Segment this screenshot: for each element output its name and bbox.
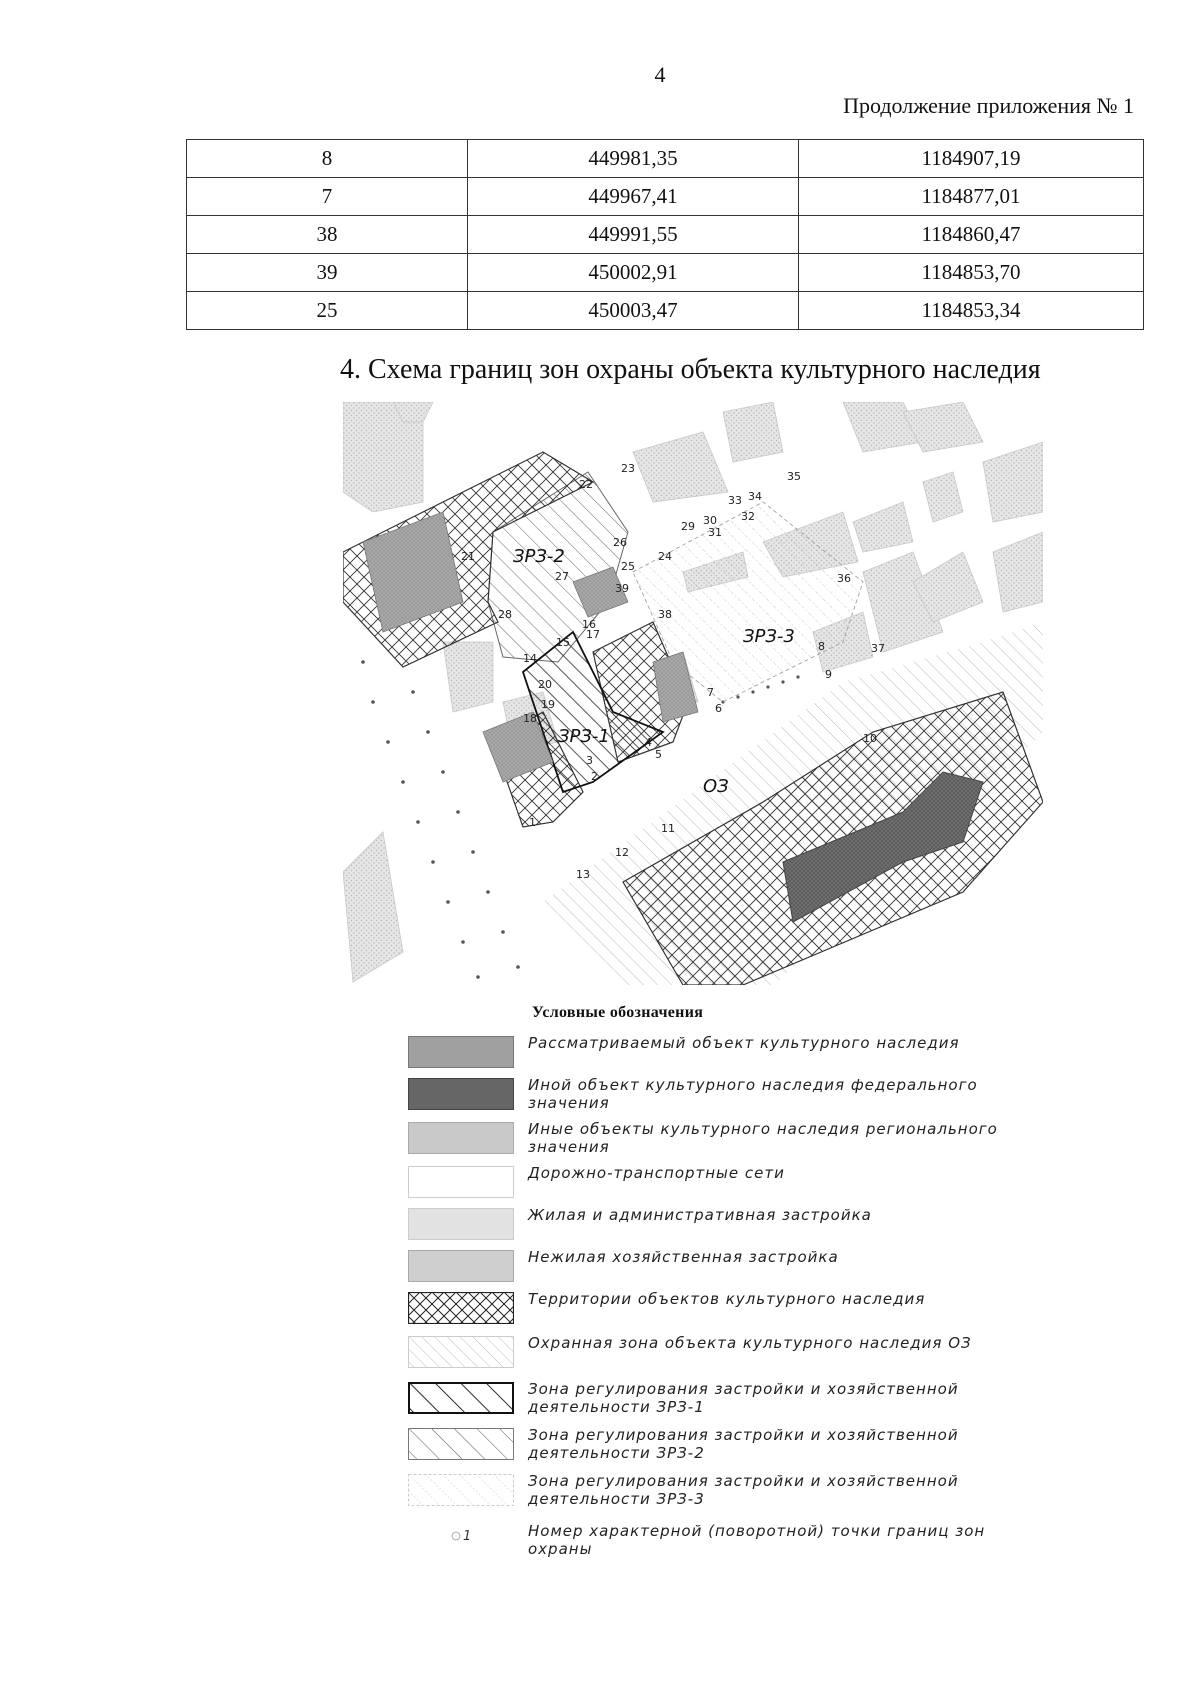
y-coordinate: 1184853,70 xyxy=(799,254,1144,292)
zones-map xyxy=(343,402,1043,985)
point-number: 7 xyxy=(187,178,468,216)
legend-swatch-zrz-1 xyxy=(408,1382,514,1414)
table-row xyxy=(187,178,1144,216)
legend-swatch-federal-object xyxy=(408,1078,514,1110)
x-coordinate: 449981,35 xyxy=(468,140,799,178)
svg-text:24: 24 xyxy=(658,550,672,563)
legend-label: Иные объекты культурного наследия регионального значения xyxy=(528,1120,998,1156)
legend-label: Зона регулирования застройки и хозяйственной деятельности ЗРЗ-3 xyxy=(528,1472,959,1508)
svg-text:33: 33 xyxy=(728,494,742,507)
svg-text:36: 36 xyxy=(837,572,851,585)
legend-swatch-roads xyxy=(408,1166,514,1198)
continuation-note: Продолжение приложения № 1 xyxy=(843,93,1134,118)
svg-text:6: 6 xyxy=(715,702,722,715)
svg-text:32: 32 xyxy=(741,510,755,523)
table-row xyxy=(187,292,1144,330)
legend-item xyxy=(408,1292,1008,1332)
svg-text:25: 25 xyxy=(621,560,635,573)
svg-text:15: 15 xyxy=(556,636,570,649)
legend-label: Территории объектов культурного наследия xyxy=(528,1290,926,1308)
svg-text:22: 22 xyxy=(579,478,593,491)
legend-item xyxy=(408,1036,1008,1076)
point-number: 39 xyxy=(187,254,468,292)
svg-text:ЗРЗ-1: ЗРЗ-1 xyxy=(558,726,610,747)
legend-label: Номер характерной (поворотной) точки границ зон охраны xyxy=(528,1522,986,1558)
svg-text:19: 19 xyxy=(541,698,555,711)
legend-swatch-nonresidential-buildings xyxy=(408,1250,514,1282)
legend-label: Зона регулирования застройки и хозяйственной деятельности ЗРЗ-2 xyxy=(528,1426,959,1462)
legend-item xyxy=(408,1428,1008,1468)
svg-text:29: 29 xyxy=(681,520,695,533)
svg-text:9: 9 xyxy=(825,668,832,681)
legend-item xyxy=(408,1208,1008,1248)
x-coordinate: 450002,91 xyxy=(468,254,799,292)
svg-text:12: 12 xyxy=(615,846,629,859)
svg-text:1: 1 xyxy=(529,816,536,829)
legend-item xyxy=(408,1474,1008,1514)
legend-title: Условные обозначения xyxy=(532,1004,704,1021)
point-number: 38 xyxy=(187,216,468,254)
svg-text:14: 14 xyxy=(523,652,537,665)
legend-item xyxy=(408,1078,1008,1118)
point-number: 25 xyxy=(187,292,468,330)
table-row xyxy=(187,216,1144,254)
y-coordinate: 1184877,01 xyxy=(799,178,1144,216)
svg-text:18: 18 xyxy=(523,712,537,725)
x-coordinate: 449967,41 xyxy=(468,178,799,216)
svg-text:4: 4 xyxy=(645,736,652,749)
svg-text:30: 30 xyxy=(703,514,717,527)
svg-text:2: 2 xyxy=(591,770,598,783)
svg-text:34: 34 xyxy=(748,490,762,503)
svg-text:17: 17 xyxy=(586,628,600,641)
legend-item xyxy=(408,1166,1008,1206)
legend-swatch-heritage-territories xyxy=(408,1292,514,1324)
legend-label: Жилая и административная застройка xyxy=(528,1206,872,1224)
svg-text:16: 16 xyxy=(582,618,596,631)
svg-text:31: 31 xyxy=(708,526,722,539)
legend-item xyxy=(408,1336,1008,1376)
legend-swatch-protection-zone xyxy=(408,1336,514,1368)
svg-text:37: 37 xyxy=(871,642,885,655)
svg-text:10: 10 xyxy=(863,732,877,745)
legend-swatch-turning-point xyxy=(408,1524,514,1556)
table-row xyxy=(187,140,1144,178)
svg-text:27: 27 xyxy=(555,570,569,583)
svg-text:ОЗ: ОЗ xyxy=(703,776,729,797)
svg-text:ЗРЗ-2: ЗРЗ-2 xyxy=(513,546,565,567)
legend-item xyxy=(408,1382,1008,1422)
svg-text:7: 7 xyxy=(707,686,714,699)
legend-swatch-zrz-2 xyxy=(408,1428,514,1460)
legend-swatch-zrz-3 xyxy=(408,1474,514,1506)
legend-label: Рассматриваемый объект культурного наследия xyxy=(528,1034,960,1052)
y-coordinate: 1184907,19 xyxy=(799,140,1144,178)
y-coordinate: 1184853,34 xyxy=(799,292,1144,330)
svg-text:5: 5 xyxy=(655,748,662,761)
svg-text:26: 26 xyxy=(613,536,627,549)
legend-label: Дорожно-транспортные сети xyxy=(528,1164,785,1182)
svg-text:28: 28 xyxy=(498,608,512,621)
page-number: 4 xyxy=(654,62,666,87)
legend-label: Зона регулирования застройки и хозяйственной деятельности ЗРЗ-1 xyxy=(528,1380,959,1416)
svg-text:ЗРЗ-3: ЗРЗ-3 xyxy=(743,626,795,647)
svg-text:38: 38 xyxy=(658,608,672,621)
legend-label: Нежилая хозяйственная застройка xyxy=(528,1248,839,1266)
legend-item xyxy=(408,1122,1008,1162)
section-title: 4. Схема границ зон охраны объекта культурного наследия xyxy=(340,354,1041,385)
point-number: 8 xyxy=(187,140,468,178)
legend-swatch-residential-buildings xyxy=(408,1208,514,1240)
x-coordinate: 449991,55 xyxy=(468,216,799,254)
svg-text:23: 23 xyxy=(621,462,635,475)
svg-text:11: 11 xyxy=(661,822,675,835)
legend-label: Охранная зона объекта культурного наследия ОЗ xyxy=(528,1334,972,1352)
legend-swatch-considered-object xyxy=(408,1036,514,1068)
turning-point-marker: 1 xyxy=(463,1529,472,1544)
x-coordinate: 450003,47 xyxy=(468,292,799,330)
legend-swatch-regional-objects xyxy=(408,1122,514,1154)
svg-text:8: 8 xyxy=(818,640,825,653)
legend-item xyxy=(408,1250,1008,1290)
svg-text:39: 39 xyxy=(615,582,629,595)
y-coordinate: 1184860,47 xyxy=(799,216,1144,254)
legend-item xyxy=(408,1524,1008,1564)
table-row xyxy=(187,254,1144,292)
svg-text:35: 35 xyxy=(787,470,801,483)
svg-text:13: 13 xyxy=(576,868,590,881)
svg-text:20: 20 xyxy=(538,678,552,691)
legend-label: Иной объект культурного наследия федерального значения xyxy=(528,1076,978,1112)
svg-text:21: 21 xyxy=(461,550,475,563)
svg-text:3: 3 xyxy=(586,754,593,767)
coordinates-table xyxy=(186,139,1144,330)
